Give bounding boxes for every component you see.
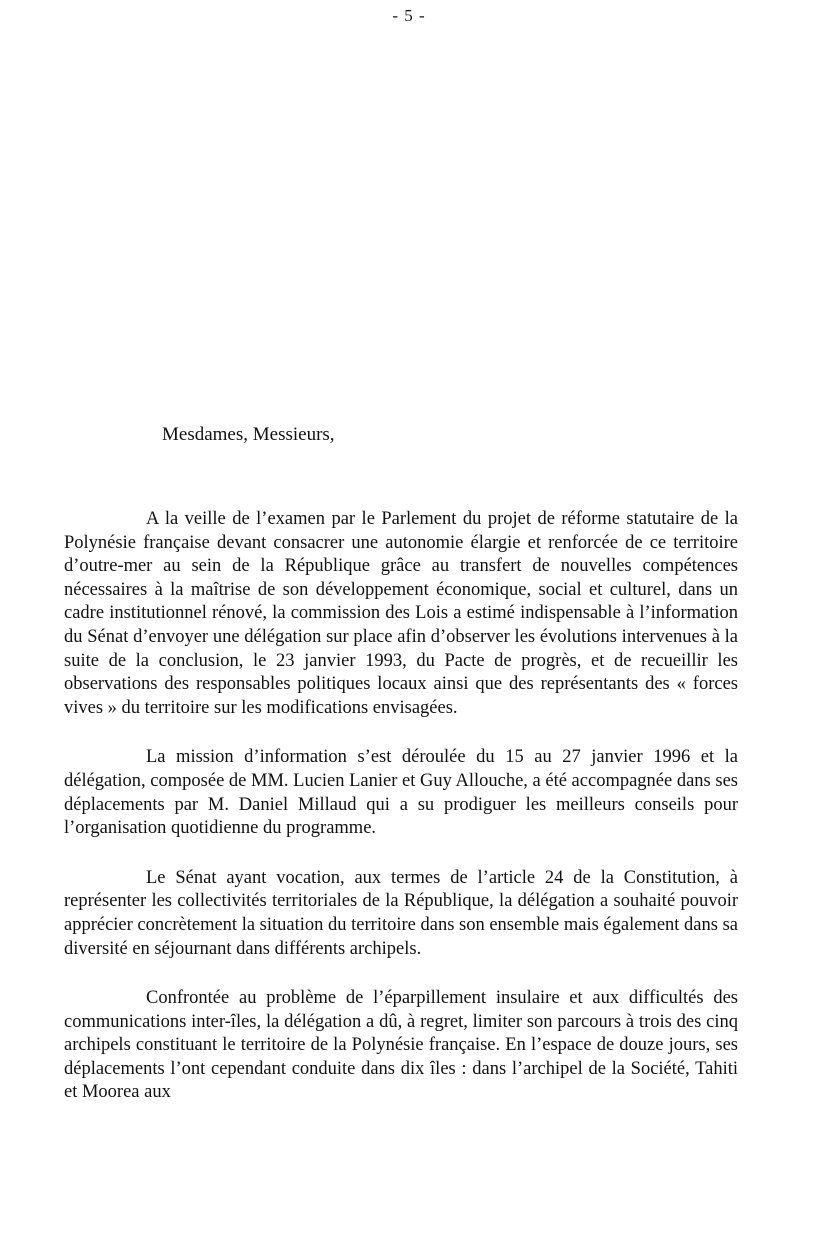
page-number: - 5 -: [392, 6, 426, 25]
body-text: [64, 508, 738, 1105]
salutation: Mesdames, Messieurs,: [162, 424, 335, 445]
paragraph: La mission d’information s’est déroulée du 15 au 27 janvier 1996 et la délégation, composée de MM. Lucien Lanier et Guy Allouche, a été accompagnée dans ses déplacements par M. Daniel Millaud qui a su prodiguer les meilleurs conseils pour l’organisation quotidienne du programme.: [64, 747, 738, 839]
paragraph: Confrontée au problème de l’éparpillement insulaire et aux difficultés des communications inter-îles, la délégation a dû, à regret, limiter son parcours à trois des cinq archipels constituant le territoire de la Polynésie française. En l’espace de douze jours, ses déplacements l’ont cependant conduite dans dix îles : dans l’archipel de la Société, Tahiti et Moorea aux: [64, 988, 738, 1103]
paragraph: A la veille de l’examen par le Parlement du projet de réforme statutaire de la Polynésie française devant consacrer une autonomie élargie et renforcée de ce territoire d’outre-mer au sein de la République grâce au transfert de nouvelles compétences nécessaires à la maîtrise de son développement économique, social et culturel, dans un cadre institutionnel rénové, la commission des Lois a estimé indispensable à l’information du Sénat d’envoyer une délégation sur place afin d’observer les évolutions intervenues à la suite de la conclusion, le 23 janvier 1993, du Pacte de progrès, et de recueillir les observations des responsables politiques locaux ainsi que des représentants des « forces vives » du territoire sur les modifications envisagées.: [64, 509, 738, 718]
paragraph: Le Sénat ayant vocation, aux termes de l’article 24 de la Constitution, à représenter les collectivités territoriales de la République, la délégation a souhaité pouvoir apprécier concrètement la situation du territoire dans son ensemble mais également dans sa diversité en séjournant dans différents archipels.: [64, 867, 738, 959]
